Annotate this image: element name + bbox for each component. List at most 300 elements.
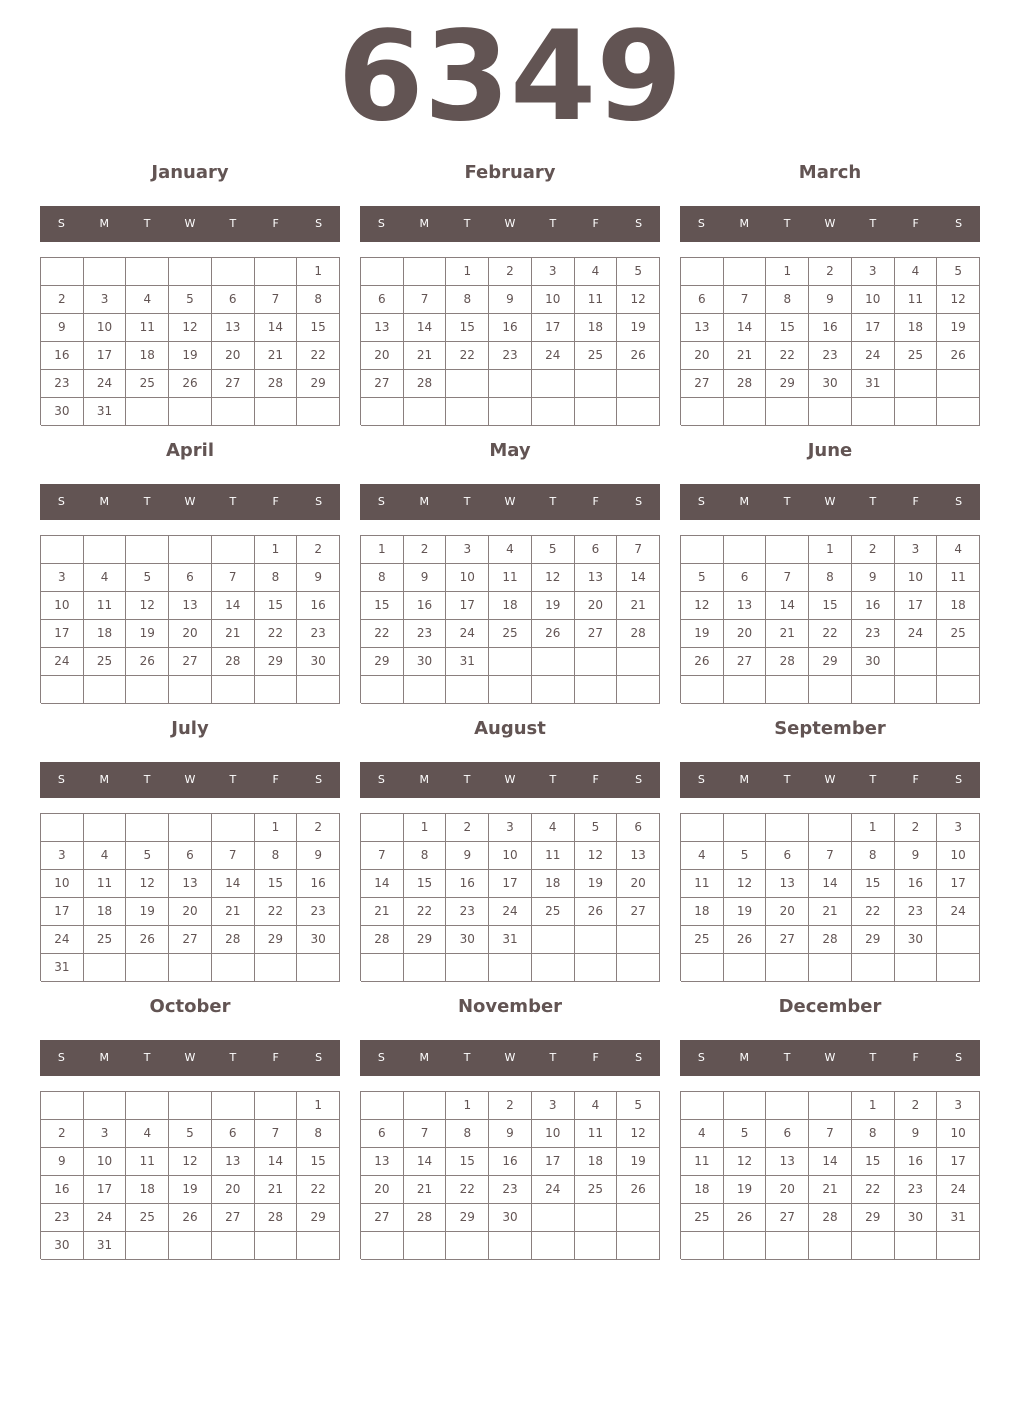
day-cell: 27: [681, 370, 724, 398]
weekday-header: [680, 484, 980, 520]
empty-day-cell: [446, 398, 489, 426]
day-cell: 19: [617, 1148, 660, 1176]
day-cell: 6: [724, 564, 767, 592]
day-cell: 23: [446, 898, 489, 926]
day-cell: 5: [575, 814, 618, 842]
empty-day-cell: [532, 1204, 575, 1232]
day-cell: 22: [809, 620, 852, 648]
day-cell: 7: [361, 842, 404, 870]
weekday-label: F: [272, 1051, 279, 1064]
empty-day-cell: [212, 1232, 255, 1260]
empty-day-cell: [41, 814, 84, 842]
day-cell: 20: [575, 592, 618, 620]
day-cell: 23: [404, 620, 447, 648]
day-cell: 3: [489, 814, 532, 842]
day-cell: 7: [212, 842, 255, 870]
day-cell: 18: [126, 1176, 169, 1204]
weekday-label: M: [739, 773, 750, 786]
empty-day-cell: [361, 954, 404, 982]
day-cell: 11: [575, 286, 618, 314]
day-cell: 27: [212, 370, 255, 398]
day-cell: 23: [852, 620, 895, 648]
weekday-label: S: [315, 495, 323, 508]
day-cell: 6: [766, 1120, 809, 1148]
day-cell: 11: [937, 564, 980, 592]
empty-day-cell: [169, 676, 212, 704]
weekday-label: S: [315, 1051, 323, 1064]
empty-day-cell: [126, 814, 169, 842]
empty-day-cell: [895, 676, 938, 704]
day-cell: 15: [446, 314, 489, 342]
empty-day-cell: [617, 954, 660, 982]
empty-day-cell: [404, 398, 447, 426]
day-cell: 3: [41, 564, 84, 592]
empty-day-cell: [126, 676, 169, 704]
day-cell: 18: [895, 314, 938, 342]
day-cell: 8: [255, 842, 298, 870]
day-cell: 30: [852, 648, 895, 676]
weekday-label: S: [955, 495, 963, 508]
month-january: [40, 158, 340, 436]
day-cell: 27: [169, 926, 212, 954]
day-cell: 21: [212, 620, 255, 648]
day-cell: 21: [255, 342, 298, 370]
weekday-label: F: [272, 773, 279, 786]
weekday-label: T: [463, 217, 471, 230]
day-cell: 27: [361, 1204, 404, 1232]
day-cell: 17: [41, 898, 84, 926]
empty-day-cell: [126, 1092, 169, 1120]
day-grid: [360, 813, 660, 981]
weekday-label: W: [824, 773, 836, 786]
day-cell: 23: [489, 342, 532, 370]
empty-day-cell: [895, 954, 938, 982]
weekday-label: T: [549, 1051, 557, 1064]
day-cell: 10: [489, 842, 532, 870]
day-cell: 8: [297, 286, 340, 314]
weekday-label: M: [99, 495, 110, 508]
day-cell: 30: [446, 926, 489, 954]
day-cell: 8: [852, 842, 895, 870]
day-cell: 2: [297, 536, 340, 564]
day-cell: 28: [766, 648, 809, 676]
weekday-header: [680, 1040, 980, 1076]
day-cell: 20: [766, 898, 809, 926]
empty-day-cell: [489, 648, 532, 676]
month-march: [680, 158, 980, 436]
day-grid: [680, 1091, 980, 1259]
day-cell: 1: [404, 814, 447, 842]
day-cell: 31: [852, 370, 895, 398]
weekday-label: T: [783, 495, 791, 508]
month-july: [40, 714, 340, 992]
day-cell: 16: [852, 592, 895, 620]
day-cell: 6: [361, 1120, 404, 1148]
day-cell: 30: [404, 648, 447, 676]
day-cell: 11: [489, 564, 532, 592]
day-cell: 29: [361, 648, 404, 676]
day-cell: 12: [724, 1148, 767, 1176]
day-cell: 8: [809, 564, 852, 592]
day-cell: 9: [297, 842, 340, 870]
day-cell: 9: [895, 842, 938, 870]
day-cell: 5: [617, 258, 660, 286]
empty-day-cell: [404, 954, 447, 982]
day-cell: 6: [617, 814, 660, 842]
day-cell: 16: [41, 1176, 84, 1204]
day-cell: 24: [895, 620, 938, 648]
empty-day-cell: [724, 814, 767, 842]
weekday-label: S: [377, 217, 385, 230]
weekday-label: T: [463, 1051, 471, 1064]
weekday-header: [360, 1040, 660, 1076]
day-cell: 13: [766, 1148, 809, 1176]
day-cell: 16: [895, 1148, 938, 1176]
day-cell: 29: [852, 1204, 895, 1232]
weekday-label: T: [549, 495, 557, 508]
weekday-label: T: [463, 495, 471, 508]
empty-day-cell: [681, 954, 724, 982]
day-cell: 8: [255, 564, 298, 592]
empty-day-cell: [126, 398, 169, 426]
day-cell: 12: [169, 1148, 212, 1176]
day-cell: 13: [361, 314, 404, 342]
empty-day-cell: [84, 676, 127, 704]
day-cell: 3: [895, 536, 938, 564]
day-cell: 12: [681, 592, 724, 620]
empty-day-cell: [489, 398, 532, 426]
empty-day-cell: [575, 398, 618, 426]
day-cell: 10: [41, 870, 84, 898]
weekday-label: T: [783, 1051, 791, 1064]
day-cell: 21: [404, 1176, 447, 1204]
weekday-label: F: [912, 217, 919, 230]
empty-day-cell: [766, 398, 809, 426]
weekday-label: F: [592, 217, 599, 230]
empty-day-cell: [617, 398, 660, 426]
day-cell: 29: [404, 926, 447, 954]
day-cell: 11: [575, 1120, 618, 1148]
day-cell: 20: [169, 898, 212, 926]
empty-day-cell: [937, 648, 980, 676]
day-cell: 16: [809, 314, 852, 342]
weekday-label: T: [143, 495, 151, 508]
day-cell: 14: [404, 1148, 447, 1176]
empty-day-cell: [681, 676, 724, 704]
weekday-label: T: [869, 495, 877, 508]
day-cell: 13: [724, 592, 767, 620]
empty-day-cell: [766, 1092, 809, 1120]
weekday-label: M: [739, 1051, 750, 1064]
month-name: July: [171, 718, 209, 739]
empty-day-cell: [852, 954, 895, 982]
day-cell: 20: [681, 342, 724, 370]
day-cell: 22: [852, 898, 895, 926]
day-cell: 4: [937, 536, 980, 564]
day-cell: 1: [297, 258, 340, 286]
day-cell: 13: [212, 314, 255, 342]
empty-day-cell: [126, 954, 169, 982]
month-name: June: [807, 440, 853, 461]
day-cell: 20: [169, 620, 212, 648]
day-cell: 4: [575, 258, 618, 286]
day-cell: 13: [361, 1148, 404, 1176]
empty-day-cell: [255, 954, 298, 982]
empty-day-cell: [404, 676, 447, 704]
day-cell: 25: [895, 342, 938, 370]
empty-day-cell: [446, 676, 489, 704]
day-cell: 31: [489, 926, 532, 954]
day-cell: 27: [617, 898, 660, 926]
day-cell: 23: [41, 1204, 84, 1232]
day-cell: 27: [361, 370, 404, 398]
empty-day-cell: [446, 370, 489, 398]
day-cell: 12: [575, 842, 618, 870]
day-cell: 14: [809, 870, 852, 898]
day-cell: 19: [532, 592, 575, 620]
day-cell: 3: [532, 1092, 575, 1120]
day-cell: 14: [212, 592, 255, 620]
day-cell: 31: [446, 648, 489, 676]
day-cell: 10: [84, 1148, 127, 1176]
day-cell: 8: [852, 1120, 895, 1148]
day-cell: 14: [212, 870, 255, 898]
month-august: [360, 714, 660, 992]
day-cell: 7: [809, 842, 852, 870]
day-cell: 9: [446, 842, 489, 870]
day-cell: 25: [489, 620, 532, 648]
day-cell: 30: [489, 1204, 532, 1232]
day-cell: 13: [212, 1148, 255, 1176]
day-cell: 8: [446, 1120, 489, 1148]
day-cell: 5: [617, 1092, 660, 1120]
empty-day-cell: [575, 676, 618, 704]
day-grid: [360, 1091, 660, 1259]
day-cell: 9: [489, 1120, 532, 1148]
day-cell: 25: [575, 342, 618, 370]
weekday-label: S: [315, 773, 323, 786]
empty-day-cell: [126, 258, 169, 286]
day-cell: 11: [532, 842, 575, 870]
weekday-label: S: [955, 773, 963, 786]
empty-day-cell: [724, 676, 767, 704]
day-cell: 2: [404, 536, 447, 564]
day-cell: 18: [532, 870, 575, 898]
day-cell: 25: [937, 620, 980, 648]
day-cell: 9: [404, 564, 447, 592]
empty-day-cell: [532, 370, 575, 398]
empty-day-cell: [766, 676, 809, 704]
empty-day-cell: [169, 258, 212, 286]
day-cell: 15: [766, 314, 809, 342]
day-cell: 8: [297, 1120, 340, 1148]
weekday-label: M: [99, 217, 110, 230]
day-cell: 4: [84, 842, 127, 870]
day-cell: 15: [361, 592, 404, 620]
day-cell: 5: [169, 286, 212, 314]
day-cell: 1: [297, 1092, 340, 1120]
empty-day-cell: [41, 258, 84, 286]
month-name: November: [457, 996, 563, 1017]
empty-day-cell: [809, 398, 852, 426]
weekday-label: M: [99, 1051, 110, 1064]
day-cell: 25: [681, 1204, 724, 1232]
empty-day-cell: [766, 1232, 809, 1260]
day-cell: 2: [41, 286, 84, 314]
empty-day-cell: [489, 676, 532, 704]
day-cell: 25: [681, 926, 724, 954]
day-cell: 18: [489, 592, 532, 620]
day-cell: 15: [852, 1148, 895, 1176]
weekday-label: F: [912, 495, 919, 508]
day-cell: 16: [297, 870, 340, 898]
weekday-label: T: [869, 217, 877, 230]
day-cell: 24: [852, 342, 895, 370]
empty-day-cell: [532, 398, 575, 426]
day-cell: 1: [852, 814, 895, 842]
empty-day-cell: [446, 1232, 489, 1260]
weekday-header: [40, 484, 340, 520]
empty-day-cell: [681, 814, 724, 842]
day-cell: 22: [255, 898, 298, 926]
day-cell: 20: [361, 1176, 404, 1204]
weekday-header: [40, 1040, 340, 1076]
empty-day-cell: [681, 536, 724, 564]
day-cell: 19: [126, 898, 169, 926]
day-cell: 4: [84, 564, 127, 592]
day-cell: 21: [404, 342, 447, 370]
weekday-label: S: [955, 217, 963, 230]
weekday-label: S: [635, 1051, 643, 1064]
month-name: August: [474, 718, 546, 739]
day-cell: 19: [937, 314, 980, 342]
day-cell: 25: [126, 1204, 169, 1232]
day-cell: 31: [41, 954, 84, 982]
empty-day-cell: [297, 954, 340, 982]
weekday-label: T: [463, 773, 471, 786]
weekday-label: S: [57, 495, 65, 508]
empty-day-cell: [895, 398, 938, 426]
day-cell: 11: [681, 1148, 724, 1176]
empty-day-cell: [724, 954, 767, 982]
day-cell: 27: [575, 620, 618, 648]
empty-day-cell: [724, 398, 767, 426]
day-cell: 15: [852, 870, 895, 898]
day-grid: [680, 257, 980, 425]
day-cell: 3: [852, 258, 895, 286]
day-cell: 15: [809, 592, 852, 620]
day-cell: 7: [255, 1120, 298, 1148]
day-cell: 30: [895, 1204, 938, 1232]
day-cell: 18: [575, 314, 618, 342]
empty-day-cell: [169, 536, 212, 564]
day-cell: 10: [532, 1120, 575, 1148]
day-cell: 17: [41, 620, 84, 648]
empty-day-cell: [489, 1232, 532, 1260]
day-grid: [360, 257, 660, 425]
empty-day-cell: [84, 954, 127, 982]
day-cell: 1: [852, 1092, 895, 1120]
day-cell: 16: [404, 592, 447, 620]
weekday-label: W: [504, 1051, 516, 1064]
day-cell: 16: [895, 870, 938, 898]
empty-day-cell: [297, 1232, 340, 1260]
day-cell: 6: [681, 286, 724, 314]
day-cell: 10: [937, 842, 980, 870]
empty-day-cell: [41, 536, 84, 564]
day-cell: 10: [895, 564, 938, 592]
day-cell: 16: [297, 592, 340, 620]
day-cell: 21: [766, 620, 809, 648]
day-cell: 3: [84, 286, 127, 314]
weekday-label: M: [419, 217, 430, 230]
empty-day-cell: [84, 814, 127, 842]
day-cell: 27: [766, 1204, 809, 1232]
day-cell: 26: [575, 898, 618, 926]
empty-day-cell: [724, 1092, 767, 1120]
weekday-label: T: [549, 773, 557, 786]
empty-day-cell: [724, 258, 767, 286]
day-cell: 28: [212, 648, 255, 676]
calendar-year-title: 6349: [337, 5, 683, 149]
day-cell: 11: [895, 286, 938, 314]
day-cell: 12: [126, 870, 169, 898]
day-cell: 26: [126, 648, 169, 676]
empty-day-cell: [937, 370, 980, 398]
day-cell: 7: [617, 536, 660, 564]
day-cell: 14: [617, 564, 660, 592]
weekday-label: T: [783, 217, 791, 230]
day-cell: 24: [937, 1176, 980, 1204]
weekday-label: T: [143, 773, 151, 786]
day-cell: 5: [126, 564, 169, 592]
day-cell: 17: [446, 592, 489, 620]
day-cell: 14: [724, 314, 767, 342]
day-cell: 24: [532, 1176, 575, 1204]
month-name: December: [778, 996, 882, 1017]
weekday-label: W: [824, 1051, 836, 1064]
empty-day-cell: [212, 954, 255, 982]
weekday-label: F: [912, 773, 919, 786]
day-cell: 15: [404, 870, 447, 898]
day-cell: 26: [169, 1204, 212, 1232]
day-cell: 12: [617, 286, 660, 314]
weekday-label: M: [99, 773, 110, 786]
day-cell: 13: [169, 592, 212, 620]
day-cell: 27: [169, 648, 212, 676]
empty-day-cell: [126, 1232, 169, 1260]
day-cell: 26: [617, 1176, 660, 1204]
day-cell: 28: [255, 1204, 298, 1232]
day-cell: 26: [937, 342, 980, 370]
weekday-header: [40, 762, 340, 798]
weekday-label: T: [143, 217, 151, 230]
weekday-label: T: [229, 773, 237, 786]
month-february: [360, 158, 660, 436]
day-cell: 8: [766, 286, 809, 314]
day-cell: 1: [446, 1092, 489, 1120]
empty-day-cell: [852, 398, 895, 426]
empty-day-cell: [617, 676, 660, 704]
empty-day-cell: [212, 814, 255, 842]
day-cell: 18: [84, 620, 127, 648]
weekday-label: F: [592, 773, 599, 786]
empty-day-cell: [724, 536, 767, 564]
month-name: January: [151, 162, 229, 183]
day-cell: 1: [255, 536, 298, 564]
day-cell: 9: [297, 564, 340, 592]
day-cell: 16: [489, 1148, 532, 1176]
